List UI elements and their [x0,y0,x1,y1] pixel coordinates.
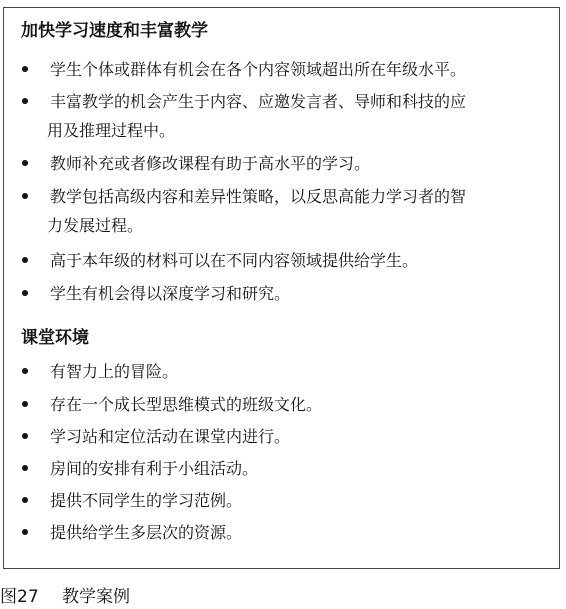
list-item [22,182,552,240]
bullet-icon [22,98,28,104]
bullet-icon [22,193,28,199]
list-item-line: 教学包括高级内容和差异性策略，以反思高能力学习者的智 [50,187,467,206]
section-title-acceleration: 加快学习速度和丰富教学 [21,21,208,41]
list-item-text: 学生个体或群体有机会在各个内容领域超出所在年级水平。 [50,60,467,79]
list-item-line-continued: 用及推理过程中。 [47,121,176,140]
figure-title: 教学案例 [62,587,131,607]
bullet-icon [22,290,28,296]
list-item [22,279,552,308]
list-item-text: 有智力上的冒险。 [50,362,179,381]
list-item [22,454,552,483]
list-item [22,518,552,547]
bullet-icon [22,66,28,72]
figure-number: 图27 [0,587,39,607]
list-item-text: 学生有机会得以深度学习和研究。 [50,284,291,303]
list-item [22,486,552,515]
list-item [22,149,552,178]
list-item-line-continued: 力发展过程。 [47,216,144,235]
section-title-classroom: 课堂环境 [21,328,89,348]
bullet-icon [22,529,28,535]
list-item-text: 教师补充或者修改课程有助于高水平的学习。 [50,154,371,173]
bullet-icon [22,257,28,263]
bullet-icon [22,433,28,439]
list-item-text: 学习站和定位活动在课堂内进行。 [50,427,291,446]
bullet-icon [22,497,28,503]
list-item-text: 高于本年级的材料可以在不同内容领域提供给学生。 [50,251,419,270]
bullet-icon [22,368,28,374]
list-item-text: 房间的安排有利于小组活动。 [50,459,259,478]
list-item-text [22,87,552,145]
list-item [22,246,552,275]
bullet-icon [22,465,28,471]
list-item-text: 提供给学生多层次的资源。 [50,523,243,542]
list-item [22,422,552,451]
list-item-line: 丰富教学的机会产生于内容、应邀发言者、导师和科技的应 [50,92,467,111]
list-item [22,55,552,84]
list-item [22,87,552,145]
list-item [22,357,552,386]
list-item-text: 提供不同学生的学习范例。 [50,491,243,510]
list-item-text [22,182,552,240]
figure-caption [0,586,130,608]
list-item [22,390,552,419]
list-item-text: 存在一个成长型思维模式的班级文化。 [50,395,323,414]
bullet-icon [22,160,28,166]
bullet-icon [22,401,28,407]
